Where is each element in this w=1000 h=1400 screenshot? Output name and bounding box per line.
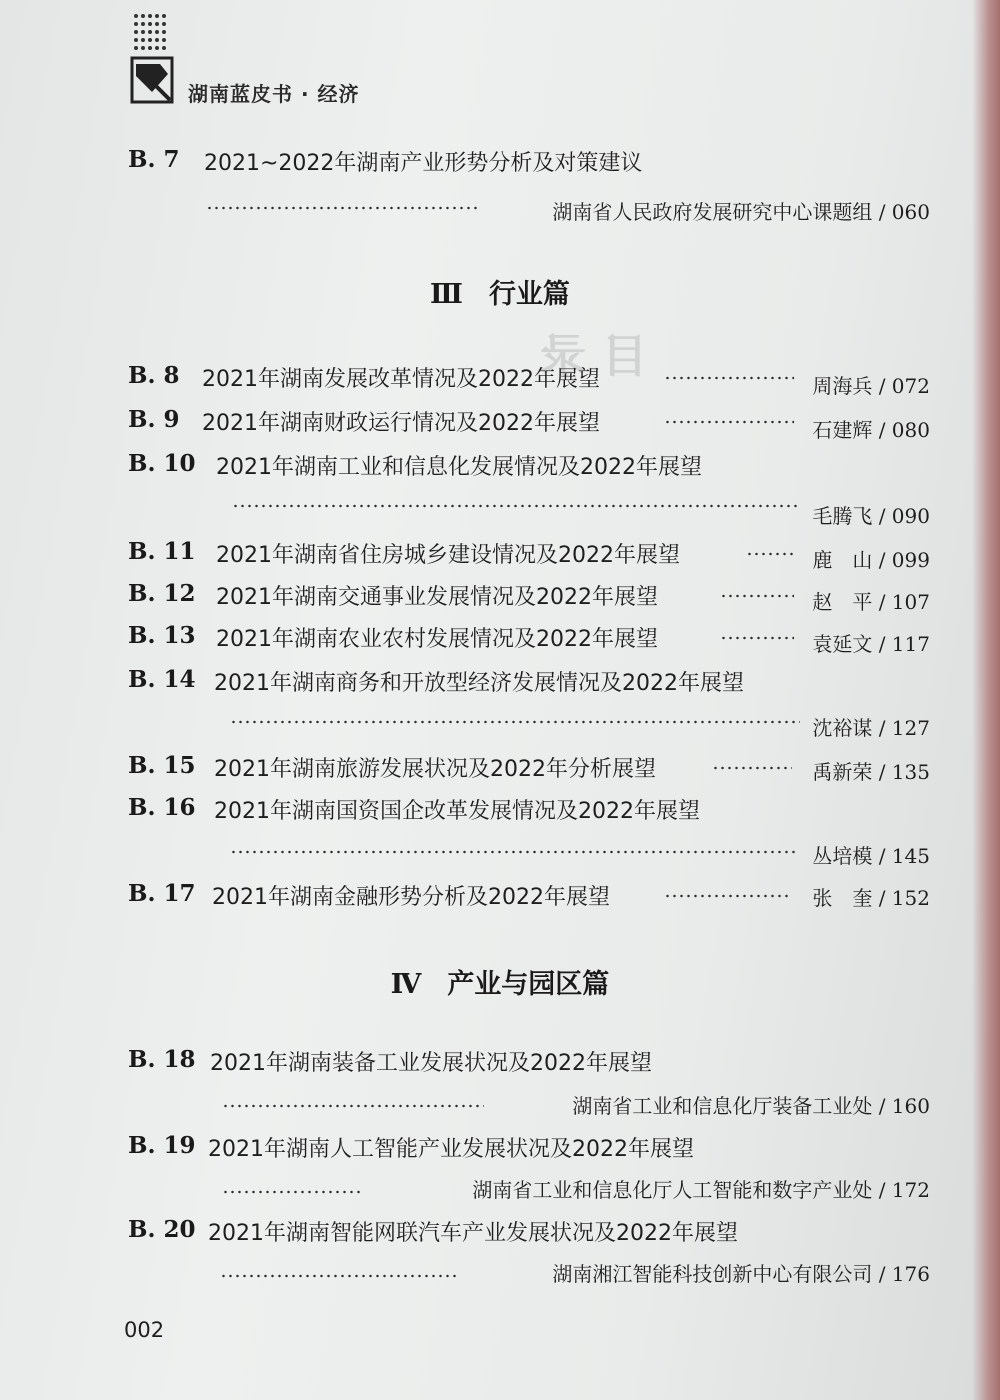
leader-dots — [220, 1274, 460, 1278]
entry-author-page: 鹿 山 / 099 — [812, 548, 930, 572]
leader-dots — [230, 850, 798, 854]
section-name: 产业与园区篇 — [447, 969, 610, 1000]
leader-dots — [712, 766, 792, 770]
entry-number: B. 12 — [128, 580, 196, 607]
leader-dots — [222, 1104, 484, 1108]
entry-number: B. 13 — [128, 622, 196, 649]
entry-number: B. 20 — [128, 1216, 196, 1243]
entry-title: 2021年湖南工业和信息化发展情况及2022年展望 — [216, 455, 702, 480]
leader-dots — [664, 894, 790, 898]
bleed-through-text: 目 录 — [540, 329, 649, 383]
entry-title: 2021年湖南国资国企改革发展情况及2022年展望 — [214, 799, 700, 824]
entry-author-page: 张 奎 / 152 — [812, 886, 930, 910]
leader-dots — [222, 1190, 364, 1194]
entry-title: 2021年湖南省住房城乡建设情况及2022年展望 — [216, 543, 680, 568]
entry-number: B. 14 — [128, 666, 196, 693]
entry-author-page: 湖南省工业和信息化厅人工智能和数字产业处 / 172 — [472, 1178, 930, 1202]
entry-author-page: 湖南省工业和信息化厅装备工业处 / 160 — [572, 1094, 930, 1118]
entry-author-page: 湖南湘江智能科技创新中心有限公司 / 176 — [552, 1262, 930, 1286]
entry-title: 2021年湖南交通事业发展情况及2022年展望 — [216, 585, 658, 610]
leader-dots — [232, 504, 800, 508]
leader-dots — [720, 594, 794, 598]
entry-number: B. 11 — [128, 538, 196, 565]
entry-title: 2021年湖南商务和开放型经济发展情况及2022年展望 — [214, 671, 744, 696]
entry-number: B. 19 — [128, 1132, 196, 1159]
leader-dots — [664, 420, 794, 424]
entry-author-page: 丛培模 / 145 — [812, 844, 930, 868]
leader-dots — [230, 720, 800, 724]
entry-number: B. 17 — [128, 880, 196, 907]
entry-number: B. 9 — [128, 406, 180, 433]
section-numeral: Ⅲ — [430, 279, 463, 310]
entry-title: 2021~2022年湖南产业形势分析及对策建议 — [204, 151, 643, 176]
entry-author-page: 沈裕谋 / 127 — [812, 716, 930, 740]
leader-dots — [746, 552, 794, 556]
section-name: 行业篇 — [488, 279, 570, 310]
entry-title: 2021年湖南金融形势分析及2022年展望 — [212, 885, 610, 910]
entry-author-page: 湖南省人民政府发展研究中心课题组 / 060 — [552, 200, 930, 224]
entry-number: B. 10 — [128, 450, 196, 477]
entry-title: 2021年湖南装备工业发展状况及2022年展望 — [210, 1051, 652, 1076]
entry-number: B. 16 — [128, 794, 196, 821]
entry-author-page: 袁延文 / 117 — [812, 632, 930, 656]
section-heading-industry-parks — [0, 962, 1000, 1001]
entry-number: B. 18 — [128, 1046, 196, 1073]
entry-number: B. 8 — [128, 362, 180, 389]
section-numeral: Ⅳ — [390, 969, 422, 1000]
page-number: 002 — [124, 1318, 165, 1342]
entry-title: 2021年湖南人工智能产业发展状况及2022年展望 — [208, 1137, 694, 1162]
entry-number: B. 7 — [128, 146, 180, 173]
leader-dots — [720, 636, 794, 640]
entry-title: 2021年湖南智能网联汽车产业发展状况及2022年展望 — [208, 1221, 738, 1246]
entry-author-page: 禹新荣 / 135 — [812, 760, 930, 784]
book-logo-icon — [130, 56, 176, 106]
leader-dots — [664, 376, 794, 380]
entry-title: 2021年湖南农业农村发展情况及2022年展望 — [216, 627, 658, 652]
section-heading-industry — [0, 272, 1000, 311]
series-title: 湖南蓝皮书 · 经济 — [188, 82, 360, 106]
entry-number: B. 15 — [128, 752, 196, 779]
leader-dots — [206, 206, 478, 210]
entry-author-page: 毛腾飞 / 090 — [812, 504, 930, 528]
entry-title: 2021年湖南发展改革情况及2022年展望 — [202, 367, 600, 392]
entry-author-page: 周海兵 / 072 — [812, 374, 930, 398]
entry-author-page: 石建辉 / 080 — [812, 418, 930, 442]
header-dots-ornament — [134, 14, 166, 54]
entry-title: 2021年湖南财政运行情况及2022年展望 — [202, 411, 600, 436]
entry-author-page: 赵 平 / 107 — [812, 590, 930, 614]
entry-title: 2021年湖南旅游发展状况及2022年分析展望 — [214, 757, 656, 782]
